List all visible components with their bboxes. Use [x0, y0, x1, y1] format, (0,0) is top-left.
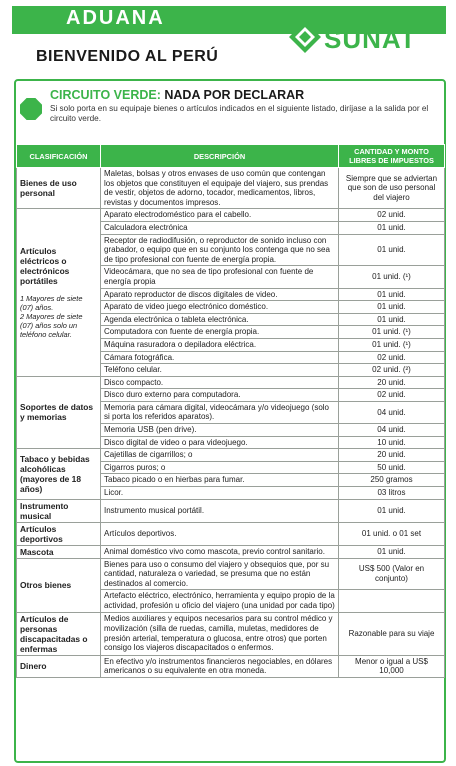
header-classification: CLASIFICACIÓN	[17, 145, 101, 168]
description-cell: Medios auxiliares y equipos necesarios para su control médico y movilización (silla de ruedas, camilla, muletas, medidores de presión arterial, temperatura o glucosa, entre otros) que porten consigo los viajeros discapacitados o enfermos.	[101, 612, 339, 655]
quantity-cell: 20 unid.	[339, 376, 445, 389]
category-label: Mascota	[20, 546, 54, 557]
description-cell: Bienes para uso o consumo del viajero y obsequios que, por su cantidad, naturaleza o variedad, se presuma que no están destinados al comercio.	[101, 558, 339, 590]
quantity-cell: 01 unid. (¹)	[339, 326, 445, 339]
quantity-cell: 04 unid.	[339, 401, 445, 423]
description-cell: Cámara fotográfica.	[101, 351, 339, 364]
category-label: Artículos de personas discapacitadas o enfermas	[20, 613, 88, 654]
footnote: 1 Mayores de siete (07) años.	[20, 294, 83, 313]
category-label: Tabaco y bebidas alcohólicas (mayores de 18 años)	[20, 453, 90, 494]
quantity-cell	[339, 590, 445, 612]
quantity-cell: 250 gramos	[339, 474, 445, 487]
quantity-cell: 01 unid.	[339, 545, 445, 558]
octagon-icon	[20, 98, 42, 120]
description-cell: Memoria USB (pen drive).	[101, 424, 339, 437]
table-header-row	[17, 145, 445, 168]
description-cell: Disco duro externo para computadora.	[101, 389, 339, 402]
quantity-cell: Razonable para su viaje	[339, 612, 445, 655]
description-cell: Artefacto eléctrico, electrónico, herramienta y equipo propio de la actividad, profesión u oficio del viajero (una unidad por cada tipo)	[101, 590, 339, 612]
table-row	[17, 545, 445, 558]
aduana-title: ADUANA	[66, 7, 165, 29]
description-cell: Calculadora electrónica	[101, 221, 339, 234]
category-cell	[17, 545, 101, 558]
description-cell: Máquina rasuradora o depiladora eléctrica.	[101, 338, 339, 351]
category-label: Bienes de uso personal	[20, 178, 77, 199]
table-row	[17, 449, 445, 462]
description-cell: Animal doméstico vivo como mascota, previo control sanitario.	[101, 545, 339, 558]
description-cell: Agenda electrónica o tableta electrónica.	[101, 313, 339, 326]
description-cell: Receptor de radiodifusión, o reproductor de sonido incluso con grabador, o equipo que en su conjunto los contenga que no sea de tipo profesional con fuente de energía propia.	[101, 234, 339, 266]
description-cell: Disco digital de video o para videojuego.	[101, 436, 339, 449]
description-cell: Cajetillas de cigarrillos; o	[101, 449, 339, 462]
category-label: Instrumento musical	[20, 500, 69, 521]
category-cell	[17, 449, 101, 499]
footnote: 2 Mayores de siete (07) años solo un teléfono celular.	[20, 312, 83, 340]
sunat-logo-text: SUNAT	[324, 24, 417, 54]
quantity-cell: 20 unid.	[339, 449, 445, 462]
category-cell	[17, 499, 101, 522]
quantity-cell: 10 unid.	[339, 436, 445, 449]
quantity-cell: 02 unid.	[339, 389, 445, 402]
table-row	[17, 376, 445, 389]
category-label: Artículos eléctricos o electrónicos portátiles	[20, 246, 70, 287]
quantity-cell: 03 litros	[339, 487, 445, 500]
quantity-cell: 02 unid. (²)	[339, 364, 445, 377]
circuit-title-green: CIRCUITO VERDE:	[50, 88, 161, 102]
table-row	[17, 558, 445, 590]
description-cell: Instrumento musical portátil.	[101, 499, 339, 522]
category-cell	[17, 655, 101, 677]
description-cell: Tabaco picado o en hierbas para fumar.	[101, 474, 339, 487]
description-cell: Computadora con fuente de energía propia.	[101, 326, 339, 339]
description-cell: Videocámara, que no sea de tipo profesional con fuente de energía propia	[101, 266, 339, 288]
description-cell: Teléfono celular.	[101, 364, 339, 377]
category-label: Artículos deportivos	[20, 523, 63, 544]
category-label: Soportes de datos y memorias	[20, 402, 94, 423]
description-cell: Licor.	[101, 487, 339, 500]
category-label: Otros bienes	[20, 580, 72, 591]
quantity-cell: 02 unid.	[339, 351, 445, 364]
quantity-cell: 01 unid.	[339, 288, 445, 301]
quantity-cell: 01 unid.	[339, 499, 445, 522]
description-cell: Memoria para cámara digital, videocámara y/o videojuego (solo si porta los referidos aparatos).	[101, 401, 339, 423]
table-row	[17, 655, 445, 677]
header-quantity: CANTIDAD Y MONTO LIBRES DE IMPUESTOS	[339, 145, 445, 168]
allowance-table	[16, 144, 445, 678]
quantity-cell: 04 unid.	[339, 424, 445, 437]
table-row	[17, 612, 445, 655]
category-cell	[17, 376, 101, 449]
category-cell	[17, 522, 101, 545]
quantity-cell: US$ 500 (Valor en conjunto)	[339, 558, 445, 590]
description-cell: Aparato de video juego electrónico doméstico.	[101, 301, 339, 314]
description-cell: Artículos deportivos.	[101, 522, 339, 545]
description-cell: Cigarros puros; o	[101, 461, 339, 474]
welcome-heading: BIENVENIDO AL PERÚ	[36, 48, 219, 65]
quantity-cell: 50 unid.	[339, 461, 445, 474]
table-body	[17, 168, 445, 678]
quantity-cell: 01 unid.	[339, 313, 445, 326]
quantity-cell: 01 unid.	[339, 221, 445, 234]
table-row	[17, 168, 445, 209]
sunat-logo-icon	[288, 20, 322, 54]
category-label: Dinero	[20, 661, 47, 672]
quantity-cell: Siempre que se adviertan que son de uso personal del viajero	[339, 168, 445, 209]
quantity-cell: 01 unid.	[339, 234, 445, 266]
quantity-cell: 01 unid. (¹)	[339, 338, 445, 351]
quantity-cell: 01 unid. o 01 set	[339, 522, 445, 545]
table-row	[17, 209, 445, 222]
quantity-cell: 01 unid. (¹)	[339, 266, 445, 288]
category-cell	[17, 612, 101, 655]
description-cell: En efectivo y/o instrumentos financieros negociables, en dólares americanos o su equivalente en otra moneda.	[101, 655, 339, 677]
category-cell	[17, 558, 101, 612]
description-cell: Disco compacto.	[101, 376, 339, 389]
description-cell: Aparato electrodoméstico para el cabello.	[101, 209, 339, 222]
sunat-logo	[288, 10, 448, 60]
quantity-cell: Menor o igual a US$ 10,000	[339, 655, 445, 677]
category-cell	[17, 168, 101, 209]
category-cell	[17, 209, 101, 376]
description-cell: Maletas, bolsas y otros envases de uso común que contengan los objetos que constituyen el equipaje del viajero, sus prendas de vestir, objetos de adorno, tocador, medicamentos, libros, revistas y documentos impresos.	[101, 168, 339, 209]
header-description: DESCRIPCIÓN	[101, 145, 339, 168]
quantity-cell: 02 unid.	[339, 209, 445, 222]
quantity-cell: 01 unid.	[339, 301, 445, 314]
table-row	[17, 522, 445, 545]
category-notes	[20, 294, 97, 339]
circuit-title-black: NADA POR DECLARAR	[160, 88, 305, 102]
table-row	[17, 499, 445, 522]
description-cell: Aparato reproductor de discos digitales de video.	[101, 288, 339, 301]
circuit-title	[50, 88, 304, 102]
circuit-intro: Si solo porta en su equipaje bienes o artículos indicados en el siguiente listado, diríjase a la salida por el circuito verde.	[50, 104, 429, 123]
